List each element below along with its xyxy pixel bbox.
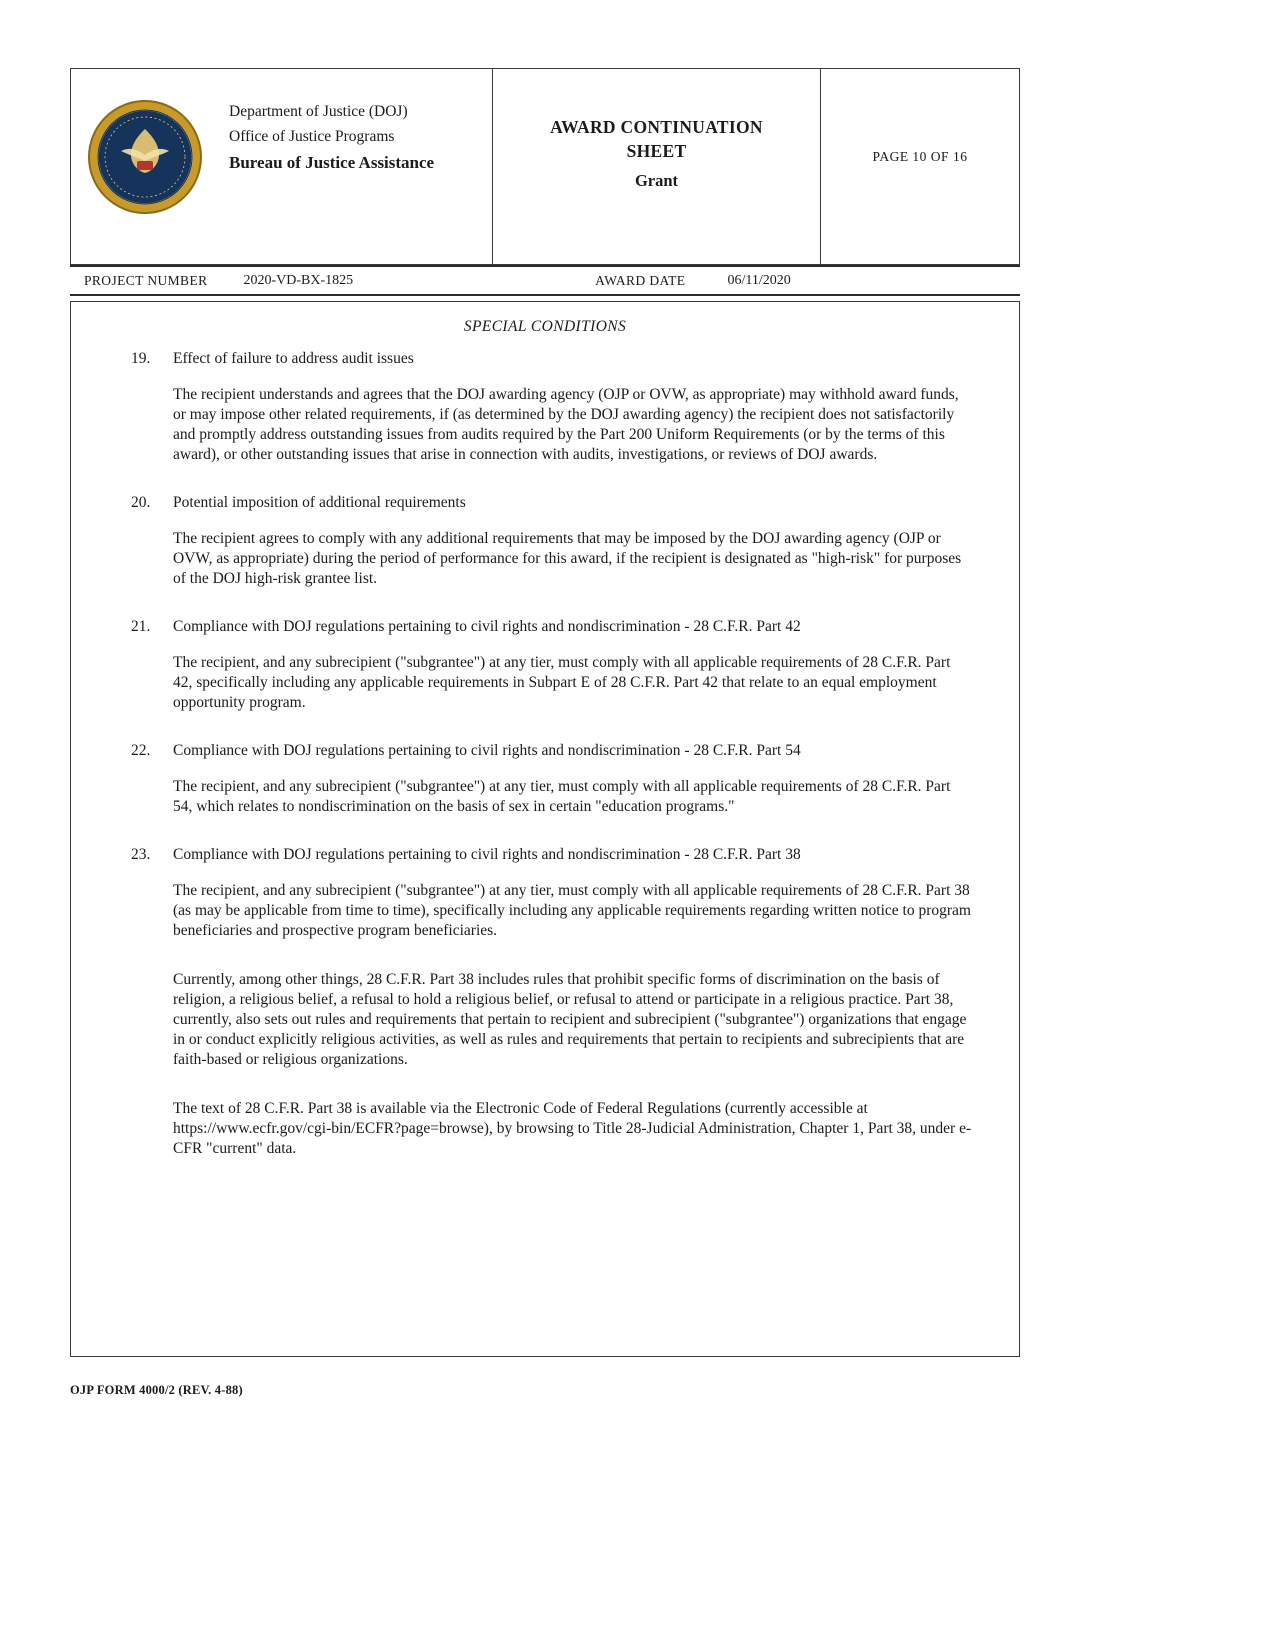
condition-paragraph: The recipient, and any subrecipient ("subgrantee") at any tier, must comply with all applicable requirements of 28 C.F.R. Part 42, specifically including any applicable requirements in Subpart E of 28 C.F.R. Part 42 that relate to an equal employment opportunity program.	[173, 654, 951, 711]
condition-item-22	[71, 742, 1019, 817]
condition-paragraph: The recipient, and any subrecipient ("subgrantee") at any tier, must comply with all applicable requirements of 28 C.F.R. Part 38 (as may be applicable from time to time), specifically including any applicable requirements regarding written notice to program beneficiaries and prospective program beneficiaries.	[173, 882, 971, 939]
condition-number: 22.	[131, 742, 151, 759]
condition-number: 21.	[131, 618, 151, 635]
condition-paragraph: The recipient understands and agrees that the DOJ awarding agency (OJP or OVW, as appropriate) may withhold award funds, or may impose other related requirements, if (as determined by the DOJ awarding agency) the recipient does not satisfactorily and promptly address outstanding issues from audits required by the Part 200 Uniform Requirements (or by the terms of this award), or other outstanding issues that arise in connection with audits, investigations, or reviews of DOJ awards.	[173, 386, 959, 463]
condition-item-21	[71, 618, 1019, 713]
condition-paragraph: The recipient, and any subrecipient ("subgrantee") at any tier, must comply with all applicable requirements of 28 C.F.R. Part 54, which relates to nondiscrimination on the basis of sex in certain "education programs."	[173, 778, 951, 815]
form-number: OJP FORM 4000/2 (REV. 4-88)	[70, 1383, 243, 1397]
meta-strip	[70, 265, 1020, 296]
condition-title: Compliance with DOJ regulations pertaining to civil rights and nondiscrimination - 28 C.F.R. Part 54	[173, 742, 801, 759]
condition-paragraph: Currently, among other things, 28 C.F.R. Part 38 includes rules that prohibit specific forms of discrimination on the basis of religion, a religious belief, a refusal to hold a religious belief, or refusal to attend or participate in a religious practice. Part 38, currently, also sets out rules and requirements that pertain to recipient and subrecipient ("subgrantee") organizations that engage in or conduct explicitly religious activities, as well as rules and requirements that pertain to recipients and subrecipients that are faith-based or religious organizations.	[173, 971, 967, 1068]
document-header	[70, 68, 1020, 265]
doc-title-line2: SHEET	[626, 141, 687, 161]
award-date-label: AWARD DATE	[595, 272, 686, 288]
condition-paragraph: The text of 28 C.F.R. Part 38 is available via the Electronic Code of Federal Regulations (currently accessible at https://www.ecfr.gov/cgi-bin/ECFR?page=browse), by browsing to Title 28-Judicial Administration, Chapter 1, Part 38, under e-CFR "current" data.	[173, 1100, 972, 1157]
condition-title: Compliance with DOJ regulations pertaining to civil rights and nondiscrimination - 28 C.F.R. Part 42	[173, 618, 801, 635]
condition-item-23	[71, 846, 1019, 1159]
condition-item-20	[71, 494, 1019, 589]
doj-seal-icon	[87, 95, 217, 254]
agency-line-doj: Department of Justice (DOJ)	[229, 103, 408, 120]
agency-line-bja: Bureau of Justice Assistance	[229, 153, 435, 172]
document-title-cell	[493, 69, 821, 264]
award-date-value: 06/11/2020	[727, 272, 791, 288]
condition-item-19	[71, 350, 1019, 465]
project-number-label: PROJECT NUMBER	[84, 272, 208, 288]
condition-number: 20.	[131, 494, 151, 511]
agency-cell	[71, 69, 493, 264]
condition-title: Potential imposition of additional requirements	[173, 494, 466, 511]
section-title: SPECIAL CONDITIONS	[463, 318, 627, 335]
agency-name-block	[217, 95, 434, 254]
special-conditions-box	[70, 301, 1020, 1357]
condition-number: 23.	[131, 846, 151, 863]
doc-title-line1: AWARD CONTINUATION	[550, 117, 763, 137]
agency-line-ojp: Office of Justice Programs	[229, 128, 395, 145]
page-indicator: PAGE 10 OF 16	[872, 148, 968, 164]
condition-number: 19.	[131, 350, 151, 367]
doc-title-grant: Grant	[634, 171, 679, 190]
condition-title: Compliance with DOJ regulations pertaining to civil rights and nondiscrimination - 28 C.F.R. Part 38	[173, 846, 801, 863]
condition-title: Effect of failure to address audit issues	[173, 350, 414, 367]
condition-paragraph: The recipient agrees to comply with any additional requirements that may be imposed by the DOJ awarding agency (OJP or OVW, as appropriate) during the period of performance for this award, if the recipient is designated as "high-risk" for purposes of the DOJ high-risk grantee list.	[173, 530, 962, 587]
project-number-value: 2020-VD-BX-1825	[243, 272, 354, 288]
